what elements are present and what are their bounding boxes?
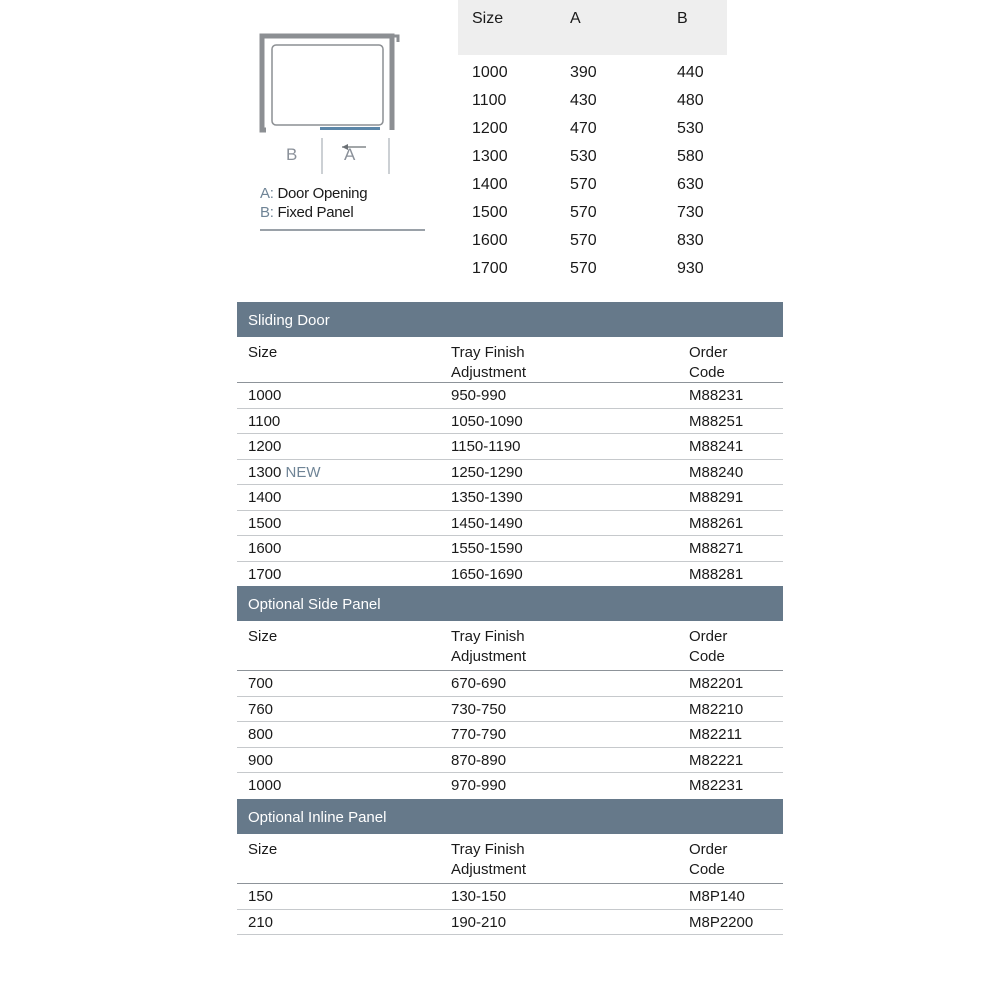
table-row: 1100 430 480 [472, 92, 704, 109]
table-row: 1000 390 440 [472, 64, 704, 81]
legend-item-door-opening: A: Door Opening [260, 185, 368, 202]
table-row: 700 670-690 M82201 [237, 671, 783, 697]
table-row: 900 870-890 M82221 [237, 748, 783, 774]
table-row: 760 730-750 M82210 [237, 697, 783, 723]
header-order-code: Order Code [689, 841, 728, 878]
dimensions-header-row [472, 10, 732, 38]
diagram-legend [260, 184, 367, 222]
table-row: 1500 570 730 [472, 204, 704, 221]
shower-diagram [258, 32, 428, 237]
table-row: 1100 1050-1090 M88251 [237, 409, 783, 435]
diagram-label-a: A [344, 145, 356, 164]
table-row: 210 190-210 M8P2200 [237, 910, 783, 936]
dimensions-header-size: Size [472, 10, 504, 27]
dimensions-header-b: B [677, 10, 688, 27]
header-size: Size [248, 841, 278, 858]
header-order-code: Order Code [689, 628, 728, 665]
side-panel-title: Optional Side Panel [237, 586, 783, 621]
new-badge: NEW [285, 463, 321, 481]
header-tray-finish-adjustment: Tray Finish Adjustment [451, 344, 527, 381]
table-row: 1000 970-990 M82231 [248, 777, 744, 794]
table-row: 1000 950-990 M88231 [237, 383, 783, 409]
table-row: 1400 1350-1390 M88291 [237, 485, 783, 511]
header-size: Size [248, 628, 278, 645]
header-size: Size [248, 344, 278, 361]
table-row: 1500 1450-1490 M88261 [237, 511, 783, 537]
inline-panel-title: Optional Inline Panel [237, 799, 783, 834]
enclosure-plan-drawing [258, 32, 428, 182]
side-panel-table [237, 586, 783, 798]
header-tray-finish-adjustment: Tray Finish Adjustment [451, 628, 527, 665]
inline-panel-table [237, 799, 783, 935]
sliding-door-table [237, 302, 783, 586]
table-row: 800 770-790 M82211 [237, 722, 783, 748]
header-order-code: Order Code [689, 344, 728, 381]
table-row: 1200 1150-1190 M88241 [237, 434, 783, 460]
sliding-door-title: Sliding Door [237, 302, 783, 337]
legend-item-fixed-panel: B: Fixed Panel [260, 204, 354, 221]
side-panel-header-row [237, 621, 783, 671]
diagram-label-b: B [286, 145, 298, 164]
inline-panel-header-row [237, 834, 783, 884]
table-row: 1700 1650-1690 M88281 [248, 565, 744, 583]
table-row: 1300 530 580 [472, 148, 704, 165]
table-row: 1400 570 630 [472, 176, 704, 193]
table-row: 150 130-150 M8P140 [237, 884, 783, 910]
legend-divider [260, 229, 425, 231]
table-row: 1600 1550-1590 M88271 [237, 536, 783, 562]
table-row: 1700 570 930 [472, 260, 704, 277]
dimensions-header-a: A [570, 10, 581, 27]
table-row: 1300 NEW 1250-1290 M88240 [237, 460, 783, 486]
table-row: 1600 570 830 [472, 232, 704, 249]
table-row: 1200 470 530 [472, 120, 704, 137]
header-tray-finish-adjustment: Tray Finish Adjustment [451, 841, 527, 878]
sliding-door-header-row [237, 337, 783, 383]
